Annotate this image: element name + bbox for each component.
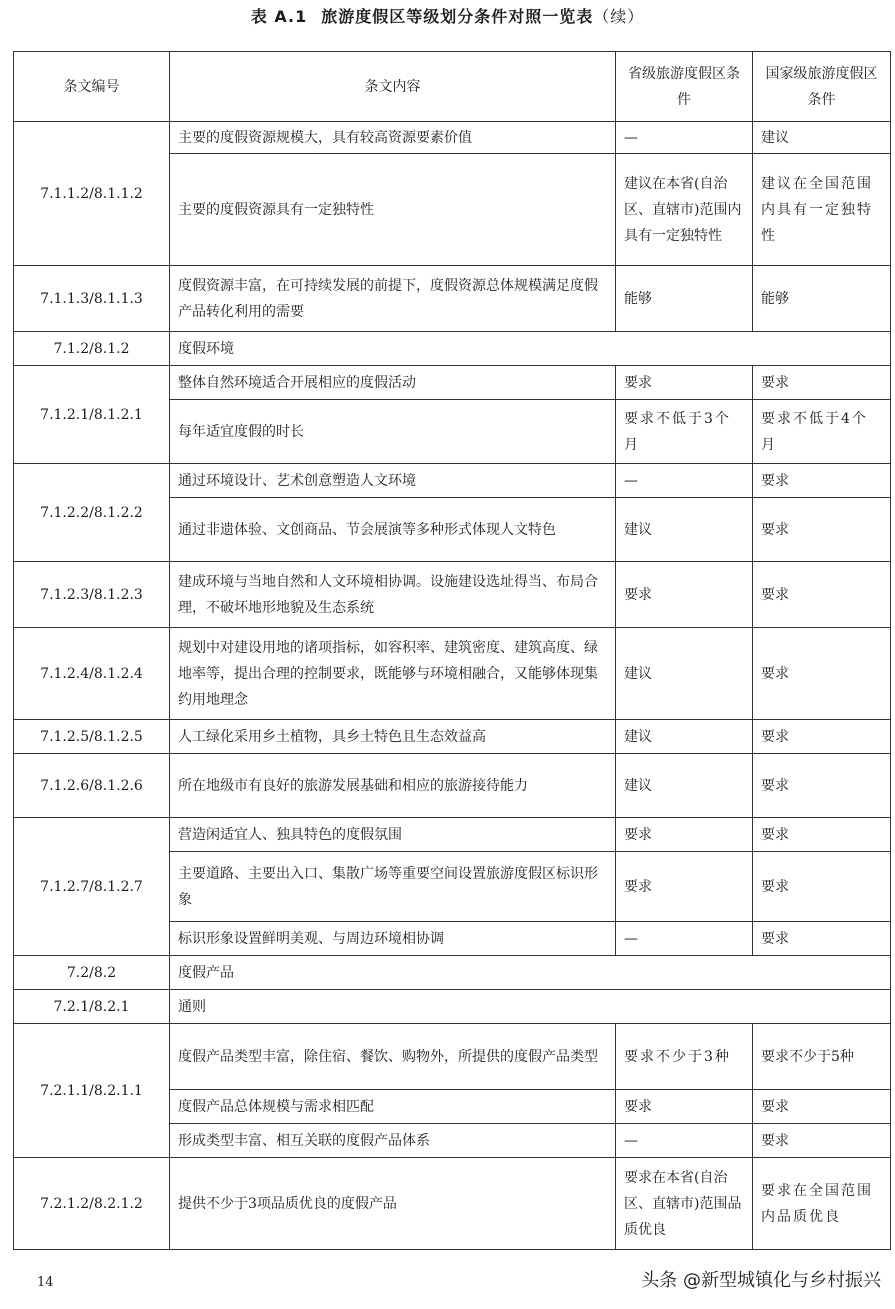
national-condition: 能够 — [753, 266, 891, 332]
table-row — [14, 562, 891, 628]
table-row — [14, 990, 891, 1024]
provincial-condition: 建议 — [616, 628, 753, 720]
clause-code: 7.1.1.3/8.1.1.3 — [14, 266, 170, 332]
clause-code: 7.1.2.2/8.1.2.2 — [14, 464, 170, 562]
national-condition: 建议在全国范围内具有一定独特性 — [753, 154, 891, 266]
clause-code: 7.1.2.6/8.1.2.6 — [14, 754, 170, 818]
header-provincial: 省级旅游度假区条件 — [616, 52, 753, 122]
table-title — [0, 4, 895, 27]
section-title: 通则 — [170, 990, 891, 1024]
national-condition: 要求 — [753, 852, 891, 922]
provincial-condition: — — [616, 464, 753, 498]
national-condition: 要求 — [753, 464, 891, 498]
clause-content: 主要的度假资源具有一定独特性 — [170, 154, 616, 266]
table-row — [14, 754, 891, 818]
provincial-condition: 建议 — [616, 754, 753, 818]
clause-content: 规划中对建设用地的诸项指标，如容积率、建筑密度、建筑高度、绿地率等，提出合理的控制要求，既能够与环境相融合，又能够体现集约用地理念 — [170, 628, 616, 720]
national-condition: 要求 — [753, 922, 891, 956]
national-condition: 要求不低于4个月 — [753, 400, 891, 464]
provincial-condition: — — [616, 1124, 753, 1158]
clause-content: 通过环境设计、艺术创意塑造人文环境 — [170, 464, 616, 498]
clause-code: 7.1.2.1/8.1.2.1 — [14, 366, 170, 464]
provincial-condition: 要求 — [616, 562, 753, 628]
clause-content: 度假产品类型丰富，除住宿、餐饮、购物外，所提供的度假产品类型 — [170, 1024, 616, 1090]
clause-content: 人工绿化采用乡土植物，具乡土特色且生态效益高 — [170, 720, 616, 754]
table-row — [14, 266, 891, 332]
provincial-condition: 能够 — [616, 266, 753, 332]
clause-content: 主要的度假资源规模大，具有较高资源要素价值 — [170, 122, 616, 154]
national-condition: 要求 — [753, 1090, 891, 1124]
clause-content: 每年适宜度假的时长 — [170, 400, 616, 464]
provincial-condition: 要求 — [616, 818, 753, 852]
table-row — [14, 1024, 891, 1090]
table-body — [14, 122, 891, 1250]
header-content: 条文内容 — [170, 52, 616, 122]
clause-content: 建成环境与当地自然和人文环境相协调。设施建设选址得当、布局合理，不破坏地形地貌及生态系统 — [170, 562, 616, 628]
section-title: 度假产品 — [170, 956, 891, 990]
provincial-condition: 要求 — [616, 366, 753, 400]
national-condition: 要求 — [753, 562, 891, 628]
clause-code: 7.1.2/8.1.2 — [14, 332, 170, 366]
table-row — [14, 332, 891, 366]
watermark: 头条 @新型城镇化与乡村振兴 — [641, 1270, 881, 1291]
clause-content: 度假资源丰富，在可持续发展的前提下，度假资源总体规模满足度假产品转化利用的需要 — [170, 266, 616, 332]
clause-content: 主要道路、主要出入口、集散广场等重要空间设置旅游度假区标识形象 — [170, 852, 616, 922]
clause-code: 7.2.1/8.2.1 — [14, 990, 170, 1024]
table-row — [14, 122, 891, 154]
provincial-condition: — — [616, 922, 753, 956]
clause-content: 整体自然环境适合开展相应的度假活动 — [170, 366, 616, 400]
table-row — [14, 956, 891, 990]
comparison-table — [13, 51, 891, 1250]
table-row — [14, 818, 891, 852]
national-condition: 要求 — [753, 366, 891, 400]
table-title-text: 旅游度假区等级划分条件对照一览表 — [321, 7, 594, 26]
table-row — [14, 628, 891, 720]
table-row — [14, 464, 891, 498]
clause-code: 7.1.2.4/8.1.2.4 — [14, 628, 170, 720]
provincial-condition: 要求不低于3个月 — [616, 400, 753, 464]
national-condition: 要求不少于5种 — [753, 1024, 891, 1090]
clause-code: 7.1.1.2/8.1.1.2 — [14, 122, 170, 266]
clause-code: 7.1.2.5/8.1.2.5 — [14, 720, 170, 754]
header-national: 国家级旅游度假区条件 — [753, 52, 891, 122]
provincial-condition: 要求 — [616, 852, 753, 922]
table-number: 表 A.1 — [250, 7, 308, 26]
header-row — [14, 52, 891, 122]
clause-content: 标识形象设置鲜明美观、与周边环境相协调 — [170, 922, 616, 956]
table-continued: （续） — [593, 7, 645, 26]
provincial-condition: 建议 — [616, 498, 753, 562]
provincial-condition: — — [616, 122, 753, 154]
table-row — [14, 1158, 891, 1250]
national-condition: 要求 — [753, 1124, 891, 1158]
national-condition: 要求 — [753, 720, 891, 754]
national-condition: 要求 — [753, 498, 891, 562]
provincial-condition: 要求在本省(自治区、直辖市)范围品质优良 — [616, 1158, 753, 1250]
clause-content: 通过非遗体验、文创商品、节会展演等多种形式体现人文特色 — [170, 498, 616, 562]
clause-code: 7.2/8.2 — [14, 956, 170, 990]
national-condition: 建议 — [753, 122, 891, 154]
clause-code: 7.1.2.7/8.1.2.7 — [14, 818, 170, 956]
section-title: 度假环境 — [170, 332, 891, 366]
clause-content: 所在地级市有良好的旅游发展基础和相应的旅游接待能力 — [170, 754, 616, 818]
table-row — [14, 720, 891, 754]
national-condition: 要求 — [753, 628, 891, 720]
provincial-condition: 建议 — [616, 720, 753, 754]
national-condition: 要求 — [753, 754, 891, 818]
clause-code: 7.2.1.1/8.2.1.1 — [14, 1024, 170, 1158]
clause-code: 7.2.1.2/8.2.1.2 — [14, 1158, 170, 1250]
table-row — [14, 366, 891, 400]
clause-content: 度假产品总体规模与需求相匹配 — [170, 1090, 616, 1124]
provincial-condition: 要求 — [616, 1090, 753, 1124]
page-number: 14 — [37, 1275, 54, 1290]
clause-content: 提供不少于3项品质优良的度假产品 — [170, 1158, 616, 1250]
national-condition: 要求 — [753, 818, 891, 852]
clause-content: 营造闲适宜人、独具特色的度假氛围 — [170, 818, 616, 852]
provincial-condition: 要求不少于3种 — [616, 1024, 753, 1090]
clause-content: 形成类型丰富、相互关联的度假产品体系 — [170, 1124, 616, 1158]
national-condition: 要求在全国范围内品质优良 — [753, 1158, 891, 1250]
header-code: 条文编号 — [14, 52, 170, 122]
provincial-condition: 建议在本省(自治区、直辖市)范围内具有一定独特性 — [616, 154, 753, 266]
clause-code: 7.1.2.3/8.1.2.3 — [14, 562, 170, 628]
